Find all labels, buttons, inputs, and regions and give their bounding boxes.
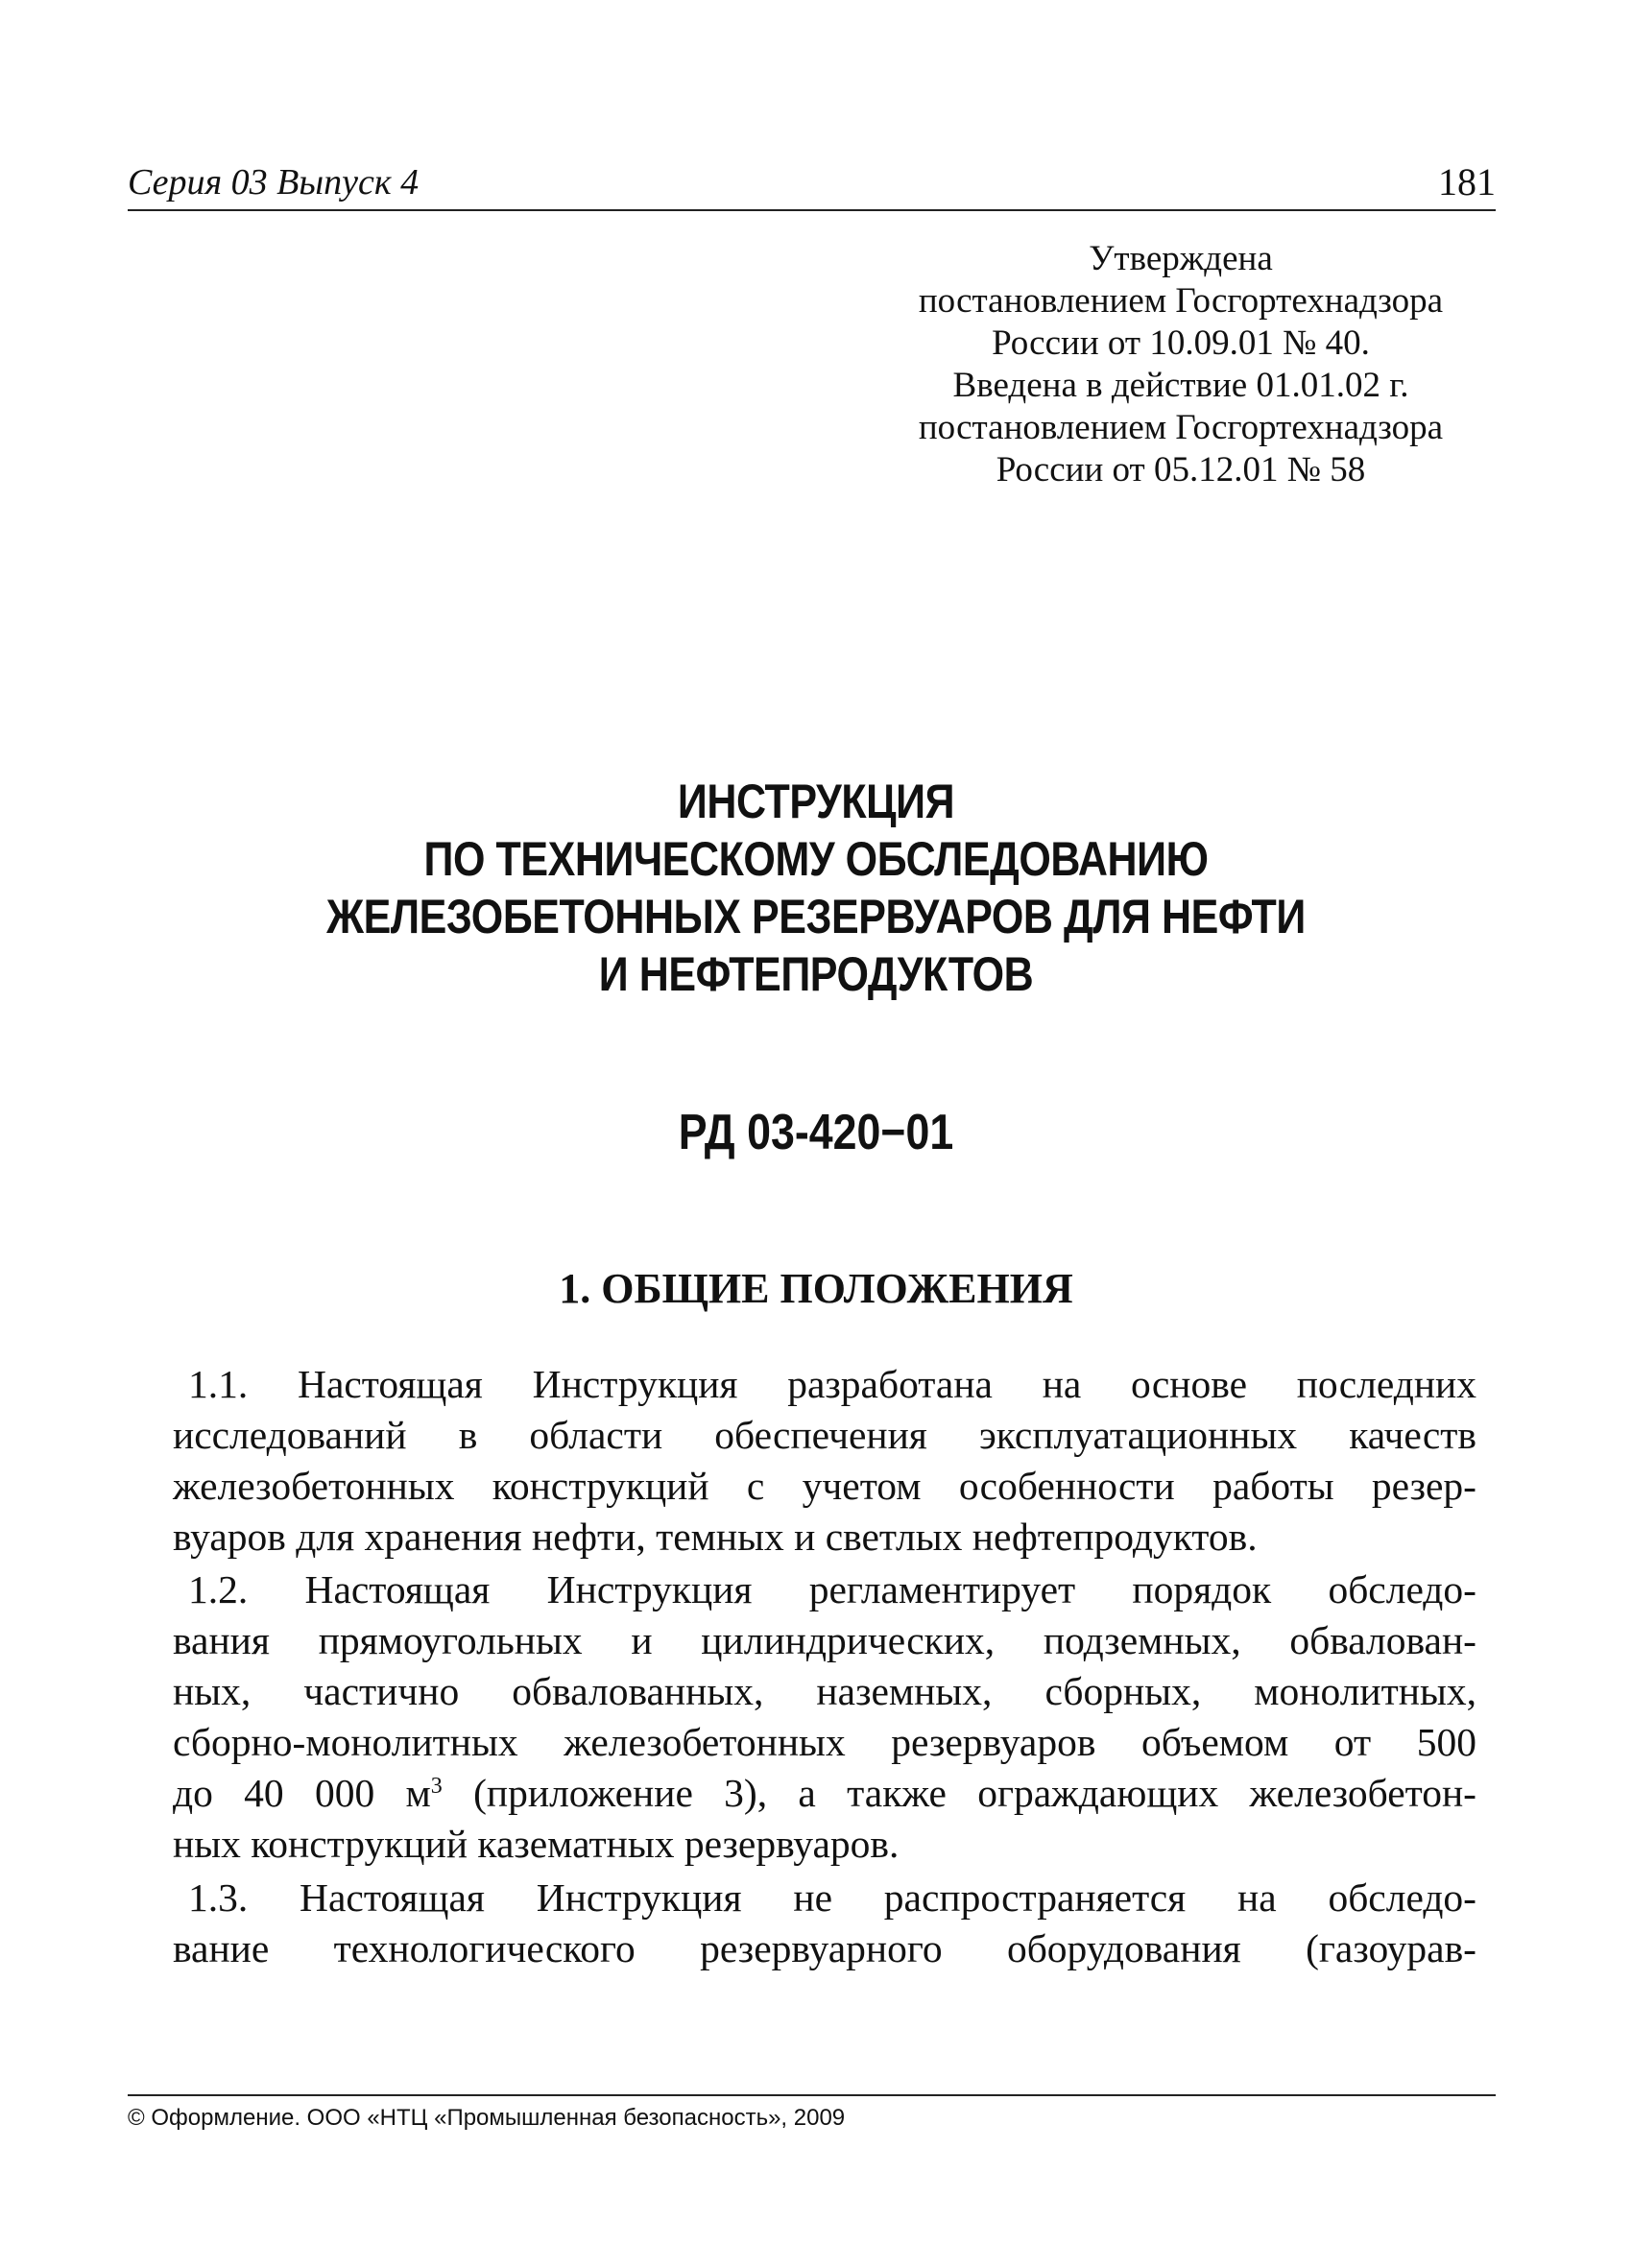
running-header [128, 161, 1496, 211]
approval-line: России от 10.09.01 № 40. [992, 323, 1370, 363]
copyright-footer: © Оформление. ООО «НТЦ «Промышленная безопасность», 2009 [128, 2105, 846, 2131]
volume-range-text: до 40 000 м [173, 1771, 431, 1815]
body-text-line: сборно-монолитных железобетонных резервуаров объемом от 500 [173, 1720, 1476, 1764]
body-text-line: вуаров для хранения нефти, темных и светлых нефтепродуктов. [173, 1515, 1258, 1559]
series-issue-label: Серия 03 Выпуск 4 [128, 162, 420, 203]
approval-line: постановлением Госгортехнадзора [918, 281, 1444, 321]
title-line: ЖЕЛЕЗОБЕТОННЫХ РЕЗЕРВУАРОВ ДЛЯ НЕФТИ [326, 890, 1306, 943]
title-line: ПО ТЕХНИЧЕСКОМУ ОБСЛЕДОВАНИЮ [423, 832, 1209, 886]
body-text-line: вания прямоугольных и цилиндрических, подземных, обвалован- [173, 1618, 1476, 1662]
approval-line: России от 05.12.01 № 58 [996, 450, 1366, 489]
appendix-reference-text: (приложение 3), а также ограждающих железобетон- [442, 1771, 1476, 1815]
body-text-line: исследований в области обеспечения эксплуатационных качеств [173, 1413, 1476, 1457]
title-line: ИНСТРУКЦИЯ [677, 775, 955, 828]
section-heading: 1. ОБЩИЕ ПОЛОЖЕНИЯ [559, 1265, 1073, 1312]
body-text-line: 1.1. Настоящая Инструкция разработана на основе последних [188, 1362, 1476, 1406]
document-title [247, 773, 1386, 1003]
body-text-line: железобетонных конструкций с учетом особенности работы резер- [173, 1464, 1476, 1508]
document-code: РД 03-420−01 [678, 1105, 954, 1160]
body-text-line: ных конструкций казематных резервуаров. [173, 1822, 900, 1866]
approval-line: Утверждена [1089, 239, 1273, 278]
page-number: 181 [1438, 160, 1496, 203]
superscript-cubic: 3 [430, 1774, 443, 1799]
approval-block [864, 238, 1498, 491]
body-text-line: 1.3. Настоящая Инструкция не распространяется на обследо- [188, 1875, 1476, 1920]
body-text-line [173, 1770, 1476, 1816]
body-text-line: 1.2. Настоящая Инструкция регламентирует порядок обследо- [188, 1567, 1476, 1611]
body-text-line: ных, частично обвалованных, наземных, сборных, монолитных, [173, 1669, 1476, 1713]
title-line: И НЕФТЕПРОДУКТОВ [598, 947, 1034, 1001]
approval-line: постановлением Госгортехнадзора [918, 408, 1444, 447]
body-text-line: вание технологического резервуарного оборудования (газоурав- [173, 1926, 1476, 1970]
footer-rule [128, 2094, 1496, 2096]
approval-line: Введена в действие 01.01.02 г. [952, 366, 1409, 405]
